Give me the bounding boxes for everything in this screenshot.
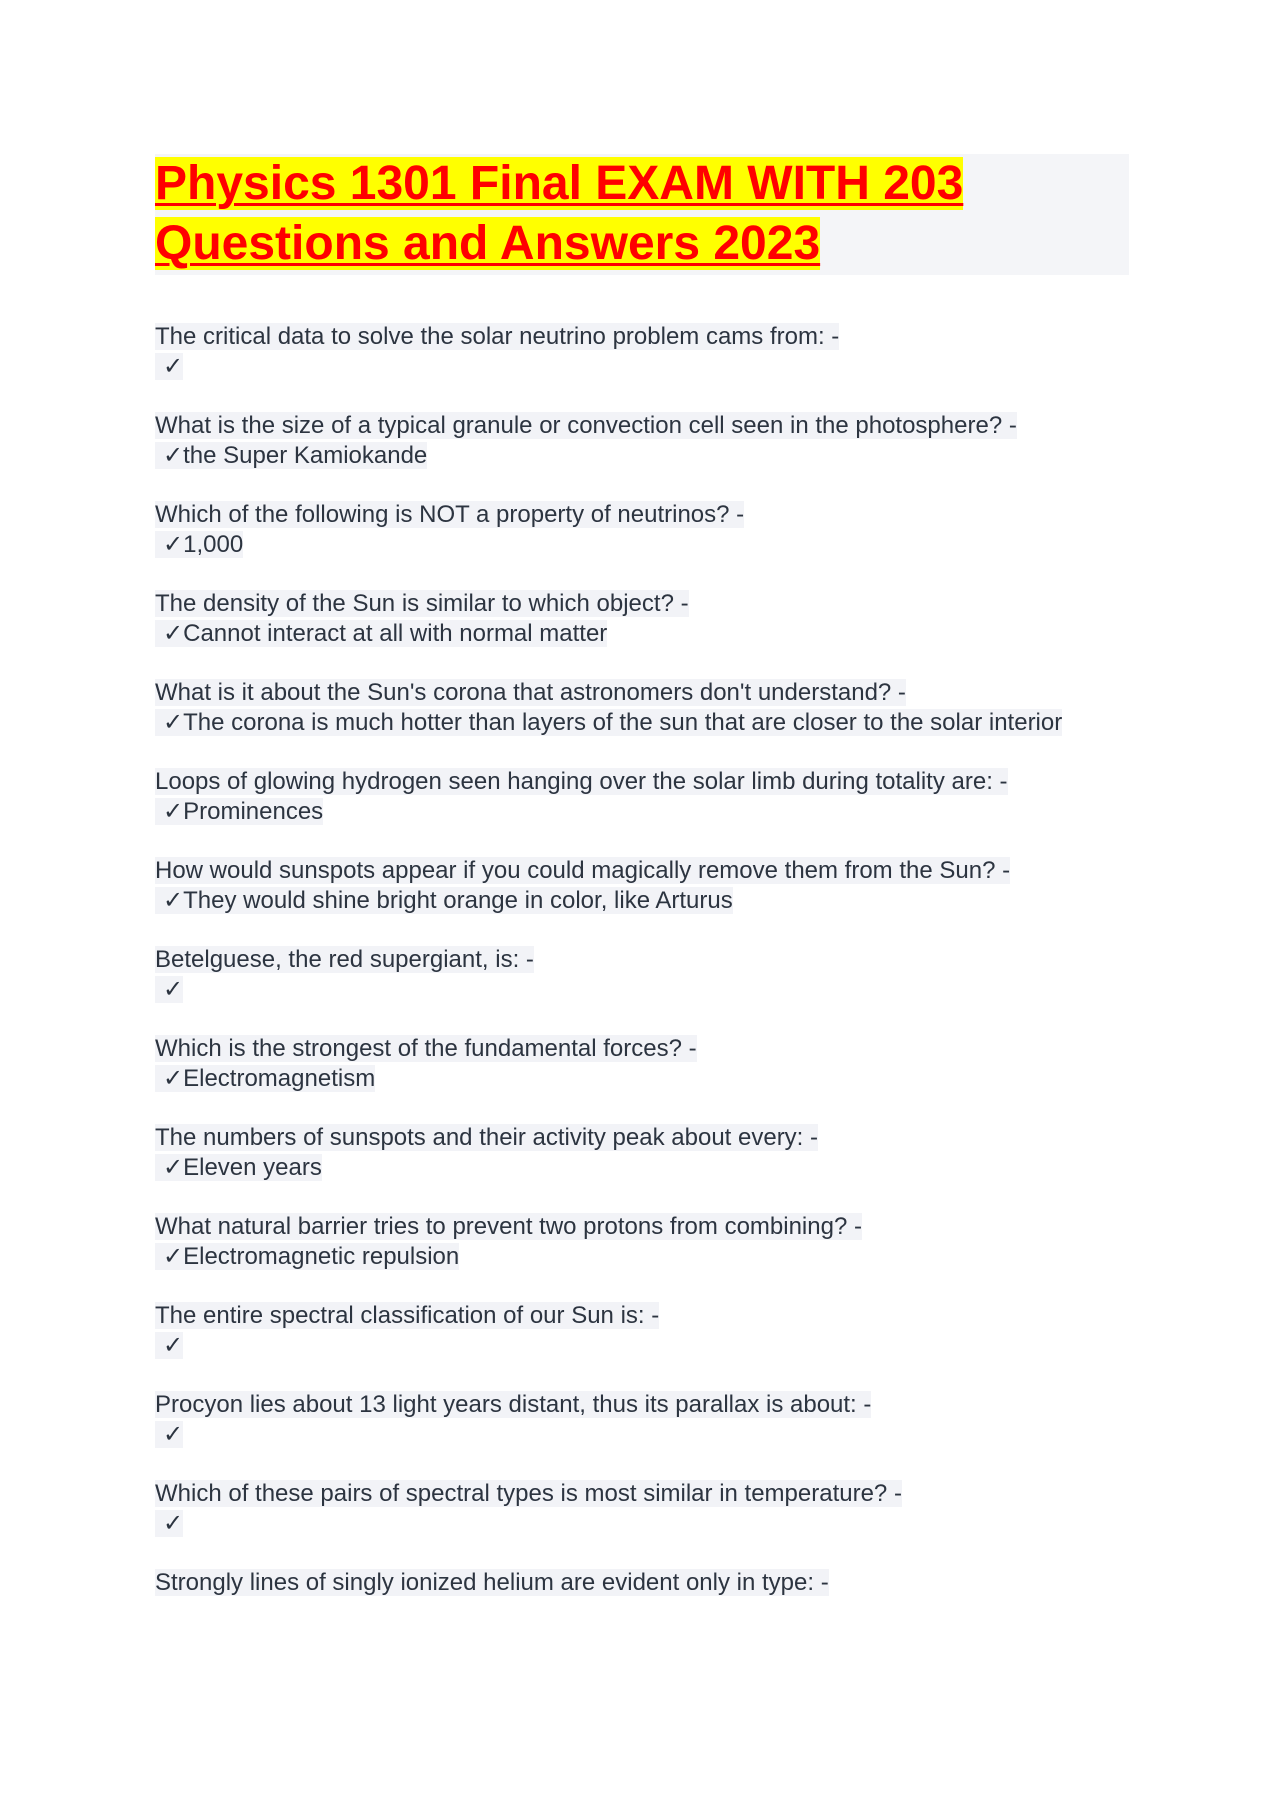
qa-item [155, 1390, 1095, 1450]
answer-text: Electromagnetism [183, 1065, 376, 1092]
check-mark-icon: ✓ [163, 353, 184, 380]
question-text: Which of these pairs of spectral types is most similar in temperature? - [155, 1480, 902, 1507]
qa-item [155, 678, 1095, 738]
answer-line [155, 798, 323, 825]
check-mark-icon: ✓ [163, 620, 184, 647]
answer-line [155, 976, 183, 1003]
question-answer-list [155, 322, 1095, 1627]
answer-text: Prominences [183, 798, 324, 825]
qa-item [155, 1212, 1095, 1272]
title-block [155, 154, 1129, 275]
answer-line [155, 1065, 375, 1092]
question-text: The entire spectral classification of our Sun is: - [155, 1302, 660, 1329]
qa-item [155, 1479, 1095, 1539]
question-text: The numbers of sunspots and their activity peak about every: - [155, 1124, 819, 1151]
question-text: What is it about the Sun's corona that astronomers don't understand? - [155, 679, 906, 706]
question-text: What natural barrier tries to prevent two protons from combining? - [155, 1213, 862, 1240]
qa-item [155, 767, 1095, 827]
answer-line [155, 1510, 183, 1537]
question-text: The density of the Sun is similar to which object? - [155, 590, 689, 617]
answer-line [155, 709, 1062, 736]
answer-text: 1,000 [183, 531, 244, 558]
answer-line [155, 887, 733, 914]
answer-line [155, 1243, 459, 1270]
answer-text: Cannot interact at all with normal matter [183, 620, 608, 647]
answer-text: They would shine bright orange in color, like Arturus [183, 887, 733, 914]
answer-line [155, 353, 183, 380]
question-text: Loops of glowing hydrogen seen hanging over the solar limb during totality are: - [155, 768, 1008, 795]
question-text: Which of the following is NOT a property of neutrinos? - [155, 501, 745, 528]
answer-line [155, 1332, 183, 1359]
answer-text: The corona is much hotter than layers of the sun that are closer to the solar interior [183, 709, 1063, 736]
check-mark-icon: ✓ [163, 1510, 184, 1537]
qa-item [155, 1568, 1095, 1598]
answer-line [155, 1421, 183, 1448]
question-text: Procyon lies about 13 light years distant, thus its parallax is about: - [155, 1391, 872, 1418]
title-line-2: Questions and Answers 2023 [155, 217, 821, 270]
check-mark-icon: ✓ [163, 1065, 184, 1092]
qa-item [155, 1301, 1095, 1361]
question-text: Which is the strongest of the fundamental forces? - [155, 1035, 697, 1062]
check-mark-icon: ✓ [163, 1421, 184, 1448]
check-mark-icon: ✓ [163, 531, 184, 558]
question-text: The critical data to solve the solar neutrino problem cams from: - [155, 323, 840, 350]
check-mark-icon: ✓ [163, 1243, 184, 1270]
qa-item [155, 411, 1095, 471]
answer-text: the Super Kamiokande [183, 442, 428, 469]
check-mark-icon: ✓ [163, 976, 184, 1003]
answer-line [155, 620, 607, 647]
title-line-1: Physics 1301 Final EXAM WITH 203 [155, 157, 964, 210]
answer-text: Eleven years [183, 1154, 322, 1181]
question-text: What is the size of a typical granule or convection cell seen in the photosphere? - [155, 412, 1017, 439]
check-mark-icon: ✓ [163, 887, 184, 914]
answer-line [155, 531, 243, 558]
check-mark-icon: ✓ [163, 1332, 184, 1359]
question-text: How would sunspots appear if you could magically remove them from the Sun? - [155, 857, 1011, 884]
qa-item [155, 1034, 1095, 1094]
qa-item [155, 1123, 1095, 1183]
qa-item [155, 945, 1095, 1005]
document-title [155, 154, 1129, 274]
qa-item [155, 322, 1095, 382]
question-text: Strongly lines of singly ionized helium are evident only in type: - [155, 1569, 829, 1596]
check-mark-icon: ✓ [163, 1154, 184, 1181]
answer-line [155, 1154, 322, 1181]
answer-text: Electromagnetic repulsion [183, 1243, 460, 1270]
check-mark-icon: ✓ [163, 442, 184, 469]
qa-item [155, 589, 1095, 649]
check-mark-icon: ✓ [163, 709, 184, 736]
answer-line [155, 442, 427, 469]
qa-item [155, 856, 1095, 916]
check-mark-icon: ✓ [163, 798, 184, 825]
question-text: Betelguese, the red supergiant, is: - [155, 946, 534, 973]
qa-item [155, 500, 1095, 560]
